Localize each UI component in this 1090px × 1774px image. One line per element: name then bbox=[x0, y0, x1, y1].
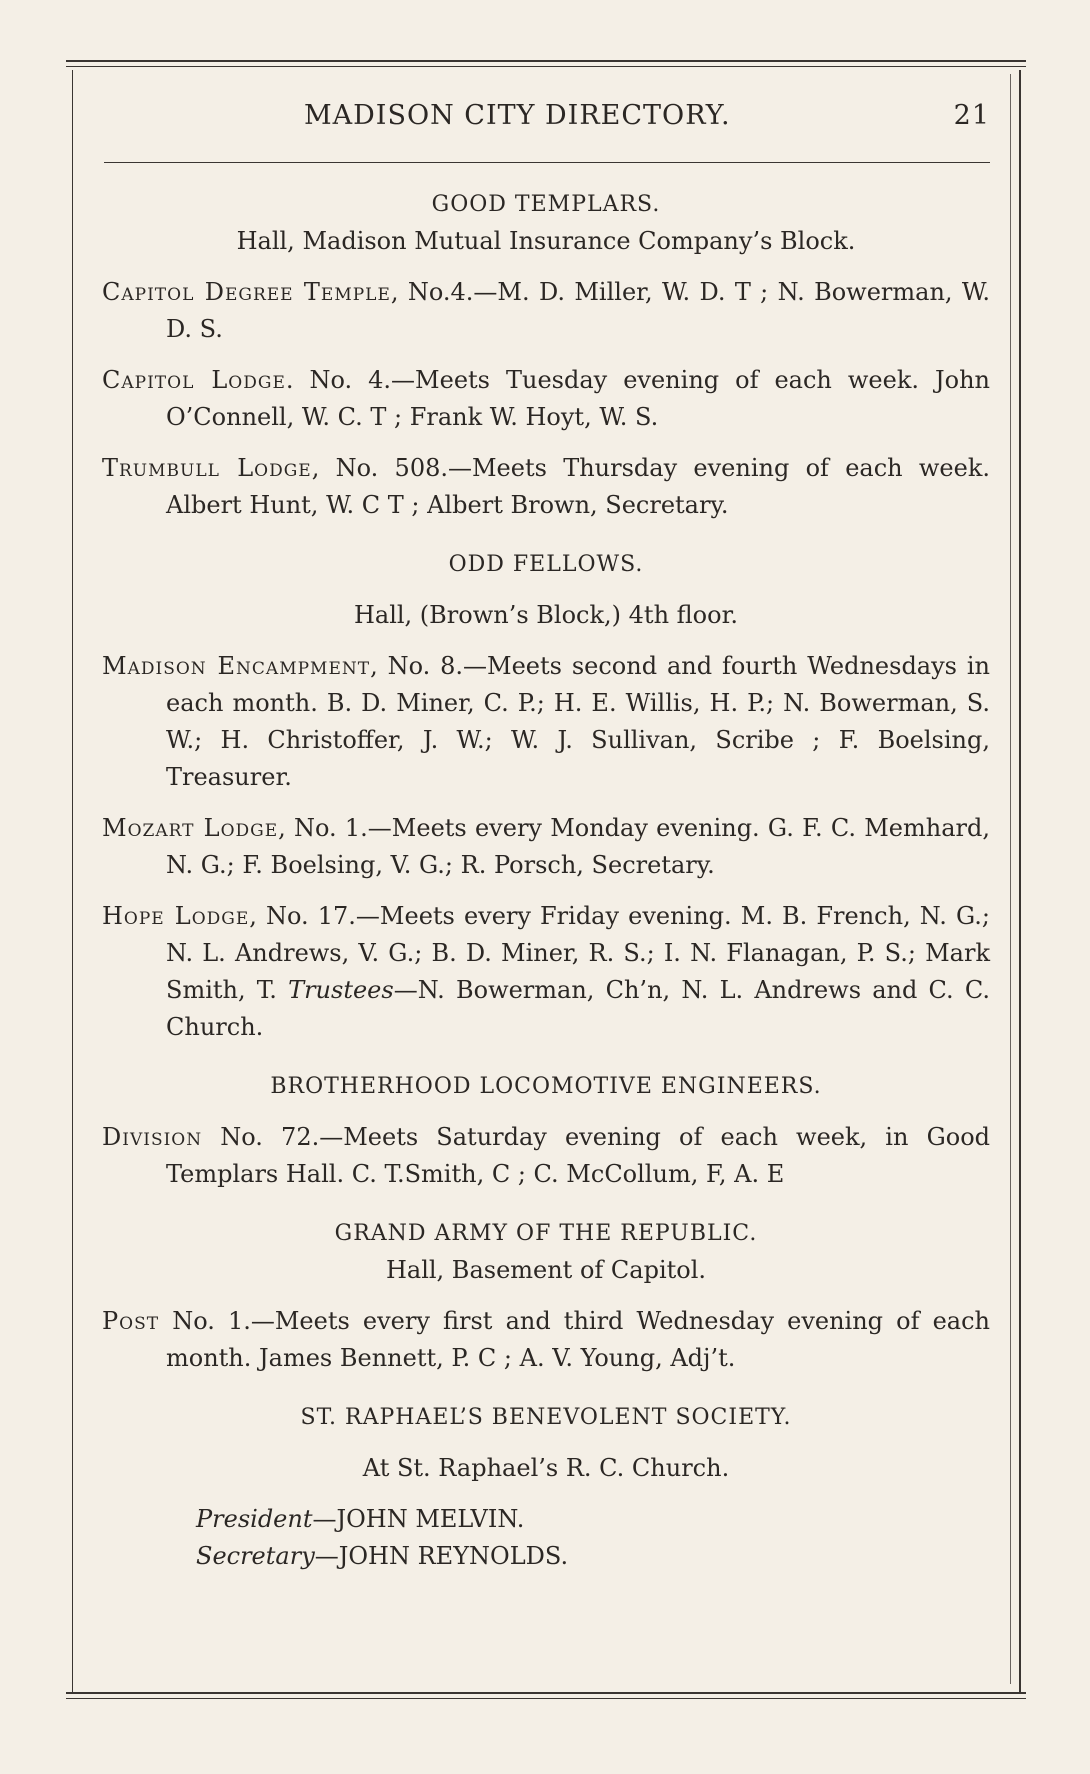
directory-entry bbox=[102, 450, 990, 524]
entry-text: , No. 508.—Meets Thursday evening of each week. Albert Hunt, W. C T ; Albert Brown, Secretary. bbox=[166, 454, 991, 519]
directory-entry bbox=[102, 362, 990, 436]
hall-line: Hall, Madison Mutual Insurance Company’s Block. bbox=[236, 227, 856, 255]
header-rule bbox=[104, 162, 990, 163]
hall-line: Hall, Basement of Capitol. bbox=[385, 1256, 707, 1284]
page-border-bottom bbox=[66, 1692, 1026, 1694]
entry-italic: Trustees bbox=[288, 976, 394, 1004]
entry-name: Capitol Degree Temple bbox=[102, 278, 391, 306]
officer-line bbox=[102, 1538, 990, 1575]
page-border-bottom-inner bbox=[66, 1698, 1026, 1699]
entry-name: Madison Encampment bbox=[102, 652, 371, 680]
officer-role: Secretary bbox=[196, 1542, 315, 1570]
entry-name: Capitol Lodge bbox=[102, 366, 286, 394]
entry-text: —N. Bowerman, Ch’n, N. L. Andrews and C. C. Church. bbox=[166, 976, 990, 1041]
section-heading: ODD FELLOWS. bbox=[448, 552, 644, 577]
section-heading: GRAND ARMY OF THE REPUBLIC. bbox=[334, 1221, 758, 1246]
directory-entry bbox=[102, 810, 990, 884]
directory-entry bbox=[102, 898, 990, 1046]
directory-entry bbox=[102, 1303, 990, 1377]
entry-text: No. 72.—Meets Saturday evening of each week, in Good Templars Hall. C. T.Smith, C ; C. McCollum, F, A. E bbox=[166, 1123, 990, 1188]
directory-entry bbox=[102, 648, 990, 796]
directory-entry bbox=[102, 1119, 990, 1193]
directory-content bbox=[102, 186, 990, 1575]
running-title: MADISON CITY DIRECTORY. bbox=[304, 100, 731, 131]
directory-entry bbox=[102, 274, 990, 348]
section-heading: ST. RAPHAEL’S BENEVOLENT SOCIETY. bbox=[300, 1405, 792, 1430]
entry-text: , No.4.—M. D. Miller, W. D. T ; N. Bowerman, W. D. S. bbox=[166, 278, 990, 343]
section-heading: GOOD TEMPLARS. bbox=[431, 192, 661, 217]
officer-name: —JOHN REYNOLDS. bbox=[314, 1542, 569, 1570]
hall-line: At St. Raphael’s R. C. Church. bbox=[362, 1454, 730, 1482]
hall-line: Hall, (Brown’s Block,) 4th floor. bbox=[353, 601, 739, 629]
officer-role: President bbox=[196, 1505, 313, 1533]
entry-text: . No. 4.—Meets Tuesday evening of each week. John O’Connell, W. C. T ; Frank W. Hoyt, W. S. bbox=[166, 366, 990, 431]
page-border-top bbox=[66, 60, 1026, 62]
entry-text: No. 1.—Meets every first and third Wednesday evening of each month. James Bennett, P. C ; A. V. Young, Adj’t. bbox=[159, 1307, 990, 1372]
entry-name: Division bbox=[102, 1123, 203, 1151]
entry-name: Post bbox=[102, 1307, 160, 1335]
entry-text: , No. 1.—Meets every Monday evening. G. F. C. Memhard, N. G.; F. Boelsing, V. G.; R. Porsch, Secretary. bbox=[166, 814, 990, 879]
entry-text: , No. 17.—Meets every Friday evening. M. B. French, N. G.; N. L. Andrews, V. G.; B. D. Miner, R. S.; I. N. Flanagan, P. S.; Mark Smith, T. bbox=[166, 902, 990, 1004]
entry-name: Hope Lodge bbox=[102, 902, 250, 930]
entry-text: , No. 8.—Meets second and fourth Wednesdays in each month. B. D. Miner, C. P.; H. E. Willis, H. P.; N. Bowerman, S. W.; H. Christoffer, J. W.; W. J. Sullivan, Scribe ; F. Boelsing, Treasurer. bbox=[166, 652, 990, 791]
entry-name: Trumbull Lodge bbox=[102, 454, 312, 482]
page-number: 21 bbox=[953, 100, 990, 131]
page-border-top-inner bbox=[66, 66, 1026, 67]
entry-name: Mozart Lodge bbox=[102, 814, 279, 842]
section-heading: BROTHERHOOD LOCOMOTIVE ENGINEERS. bbox=[270, 1074, 822, 1099]
officer-name: —JOHN MELVIN. bbox=[312, 1505, 525, 1533]
running-header bbox=[104, 100, 990, 140]
officer-line bbox=[102, 1501, 990, 1538]
